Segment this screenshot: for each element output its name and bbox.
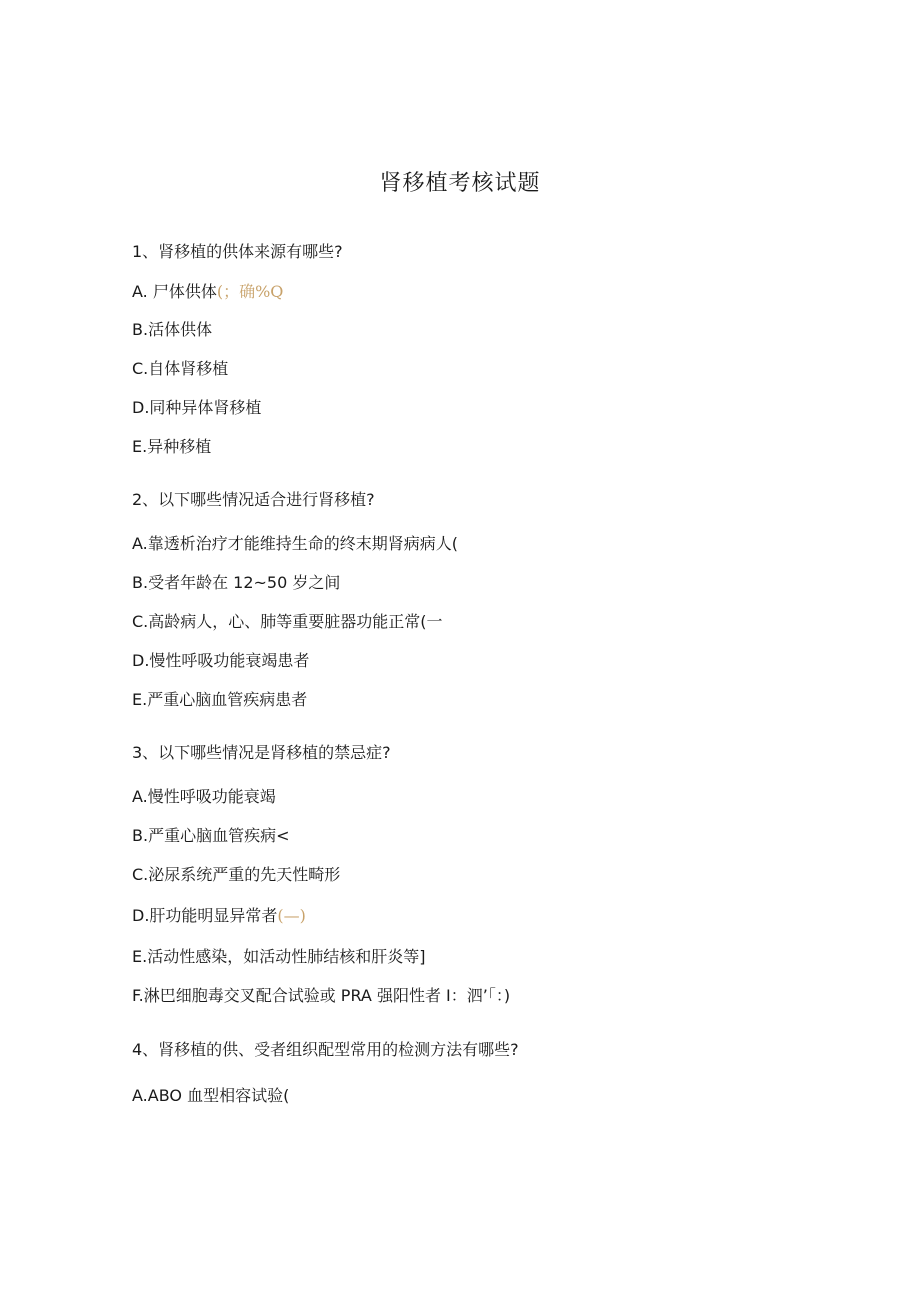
question-1-option-a [132, 282, 283, 302]
question-1-option-c: C.自体肾移植 [132, 359, 229, 378]
question-1-option-b: B.活体供体 [132, 320, 213, 339]
question-2-option-a: A.靠透析治疗才能维持生命的终末期肾病病人( [132, 534, 458, 553]
question-3-stem: 3、以下哪些情况是肾移植的禁忌症? [132, 743, 391, 762]
question-3-option-e: E.活动性感染，如活动性肺结核和肝炎等] [132, 947, 426, 966]
question-2-option-b: B.受者年龄在 12~50 岁之间 [132, 573, 341, 592]
question-3-option-a: A.慢性呼吸功能衰竭 [132, 787, 276, 806]
question-3-option-d [132, 906, 306, 926]
question-4-option-a: A.ABO 血型相容试验( [132, 1086, 290, 1105]
question-2-option-c: C.高龄病人，心、肺等重要脏器功能正常(一 [132, 612, 443, 631]
question-4-stem: 4、肾移植的供、受者组织配型常用的检测方法有哪些? [132, 1040, 519, 1059]
handwritten-annotation: (—) [277, 906, 306, 925]
question-3-option-c: C.泌尿系统严重的先天性畸形 [132, 865, 341, 884]
document-title: 肾移植考核试题 [379, 171, 541, 196]
question-3-option-b: B.严重心脑血管疾病< [132, 826, 290, 845]
question-1-stem: 1、肾移植的供体来源有哪些? [132, 242, 343, 261]
question-2-stem: 2、以下哪些情况适合进行肾移植? [132, 490, 375, 509]
option-text: A. 尸体供体 [132, 282, 217, 301]
question-3-option-f: F.淋巴细胞毒交叉配合试验或 PRA 强阳性者 I：泗’「：) [132, 986, 511, 1005]
question-2-option-e: E.严重心脑血管疾病患者 [132, 690, 308, 709]
question-1-option-e: E.异种移植 [132, 437, 212, 456]
question-1-option-d: D.同种异体肾移植 [132, 398, 262, 417]
question-2-option-d: D.慢性呼吸功能衰竭患者 [132, 651, 310, 670]
option-text: D.肝功能明显异常者 [132, 906, 278, 925]
handwritten-annotation: (；确%Q [216, 282, 284, 301]
